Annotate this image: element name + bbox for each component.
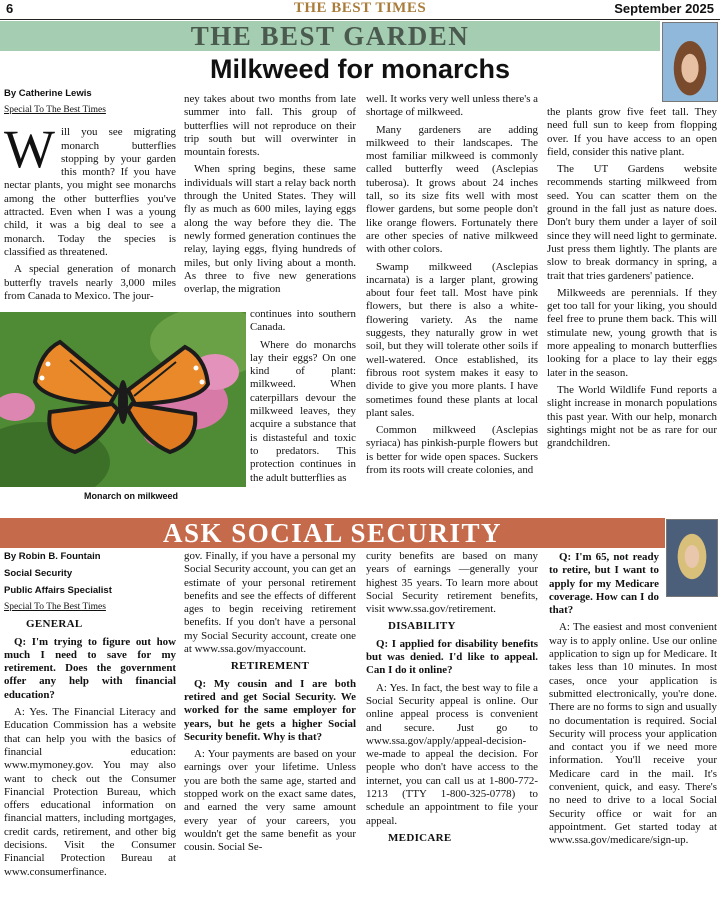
social-byline: Social Security bbox=[4, 568, 73, 579]
question-general: Q: I'm trying to figure out how much I need to save for my retirement. Does the government offer any help with financial education? bbox=[4, 635, 176, 701]
garden-column-4 bbox=[547, 106, 717, 454]
garden-column-3 bbox=[366, 93, 538, 481]
garden-special-credit: Special To The Best Times bbox=[4, 105, 106, 115]
garden-paragraph: ney takes about two months from late summer into fall. This group of butterflies will not reproduce on their trip south but will overwinter in mountain forests. bbox=[184, 93, 356, 159]
garden-paragraph: Milkweeds are perennials. If they get too tall for your liking, you should feel free to prune them back. This will stimulate new, young growth that is more appealing to monarch butterflies looking for a place to lay their eggs later in the season. bbox=[547, 286, 717, 379]
social-byline: By Robin B. Fountain bbox=[4, 551, 101, 562]
answer-retirement-continued: curity benefits are based on many years of earnings —generally your highest 35 years. To learn more about Social Security retirement benefits, visit www.ssa.gov/retirement. bbox=[366, 550, 538, 616]
garden-column-2-bottom bbox=[250, 308, 356, 489]
monarch-butterfly-illustration bbox=[0, 312, 246, 487]
social-column-3 bbox=[366, 550, 538, 849]
garden-section-band: THE BEST GARDEN bbox=[0, 21, 660, 51]
garden-paragraph: well. It works very well unless there's a shortage of milkweed. bbox=[366, 93, 538, 119]
page-folio bbox=[0, 0, 720, 20]
heading-medicare: MEDICARE bbox=[388, 831, 452, 844]
social-column-1 bbox=[4, 550, 176, 883]
answer-general-continued: gov. Finally, if you have a personal my Social Security account, you can get an estimate of your personal retirement benefits and see the effects of different ages to begin receiving retirement benefits. If you don't have a personal my Social Security account, create one at www.ssa.gov/myaccount. bbox=[184, 550, 356, 656]
garden-paragraph: Many gardeners are adding milkweed to their landscapes. The most familiar milkweed is commonly called butterfly weed (Asclepias tuberosa). It grows about 24 inches tall, so its size fits well with most flower gardens, but some people don't like orange flowers. Fortunately there are other species of native milkweed with other colors. bbox=[366, 123, 538, 256]
heading-general: GENERAL bbox=[26, 618, 83, 631]
garden-paragraph: Swamp milkweed (Asclepias incarnata) is a larger plant, growing about four feet tall. Most have pink flowers, but there is also a white-flowering variety. As the name suggests, they naturally grow in wet soil, but they will tolerate other soils if well-watered. Once established, its fibrous root system makes it easy to divide to give you more plants. I have sometimes found these plants at local plant sales. bbox=[366, 260, 538, 419]
garden-paragraph: A special generation of monarch butterfly travels nearly 3,000 miles from Canada to Mexico. The jour- bbox=[4, 263, 176, 302]
answer-retirement: A: Your payments are based on your earnings over your lifetime. Unless you are both the same age, started and stopped work on the exact same dates, and earned the very same amount every year of your careers, you wouldn't get the same benefit as your cousin. Social Se- bbox=[184, 748, 356, 854]
issue-date: September 2025 bbox=[614, 1, 714, 16]
photo-caption: Monarch on milkweed bbox=[84, 491, 179, 501]
answer-medicare: A: The easiest and most convenient way is to apply online. Use our online application to sign up for Medicare. It takes less than 10 minutes. In most cases, once your application is submitted electronically, you're done. There are no forms to sign and usually no documentation is required. Social Security will process your application and contact you if we need more information. You'll receive your Medicare card in the mail. It's convenient, quick, and easy. There's no need to drive to a local Social Security office or wait for an appointment. Get started today at www.ssa.gov/medicare/sign-up. bbox=[549, 621, 717, 847]
heading-disability: DISABILITY bbox=[388, 620, 456, 633]
garden-paragraph: The World Wildlife Fund reports a slight increase in monarch populations this past year. With our help, monarch sightings might not be as rare for our grandchildren. bbox=[547, 383, 717, 450]
page-number: 6 bbox=[6, 1, 14, 16]
answer-disability: A: Yes. In fact, the best way to file a Social Security appeal is online. Our online appeal process is convenient and secure. Just go to www.ssa.gov/apply/appeal-decision-we-made to appeal the decision. For people who don't have access to the internet, you can call us at 1-800-772-1213 (TTY 1-800-325-0778) to schedule an appointment to file your appeal. bbox=[366, 681, 538, 827]
garden-byline: By Catherine Lewis bbox=[4, 88, 92, 99]
monarch-photo bbox=[0, 312, 246, 487]
garden-paragraph: Common milkweed (Asclepias syriaca) has pinkish-purple flowers but is better for wide open spaces. Suckers from its roots will create colonies, and bbox=[366, 424, 538, 477]
question-disability: Q: I applied for disability benefits but was denied. I'd like to appeal. Can I do it online? bbox=[366, 637, 538, 677]
social-security-section-band: ASK SOCIAL SECURITY bbox=[0, 518, 665, 548]
garden-column-1 bbox=[4, 87, 176, 307]
garden-paragraph: The UT Gardens website recommends starting milkweed from seed. You can scatter them on the ground in the fall just as nature does. Don't bury them under a layer of soil since they will need light to germinate. Just press them lightly. The plants are slow to break dormancy in spring, a trait that tries gardeners' patience. bbox=[547, 163, 717, 282]
social-special-credit: Special To The Best Times bbox=[4, 602, 106, 612]
garden-paragraph: Where do monarchs lay their eggs? On one kind of plant: milkweed. When caterpillars devour the milkweed leaves, they acquire a substance that is distasteful and toxic to predators. This protection continues in the adult butterflies as bbox=[250, 338, 356, 484]
garden-column-2-top bbox=[184, 93, 356, 300]
heading-retirement: RETIREMENT bbox=[230, 660, 310, 673]
answer-general: A: Yes. The Financial Literacy and Education Commission has a website that can help you with the basics of financial education: www.mymoney.gov. You may also want to check out the Consumer Financial Protection Bureau, which offers educational information on financial matters, including mortgages, credit cards, retirement, and other big decisions. Visit the Consumer Financial Protection Bureau at www.consumerfinance. bbox=[4, 706, 176, 878]
garden-paragraph: W ill you see migrating monarch butterflies stopping by your garden this month? If you have nectar plants, you might see monarchs among the other butterflies you've attracted. Even when I was a young child, it was a big deal to see a monarch. Today the species is classified as threatened. bbox=[4, 119, 176, 258]
garden-paragraph: continues into southern Canada. bbox=[250, 308, 356, 334]
social-column-4 bbox=[549, 551, 717, 852]
question-retirement: Q: My cousin and I are both retired and get Social Security. We worked for the same employer for years, but he gets a higher Social Security benefit. Why is that? bbox=[184, 677, 356, 743]
garden-paragraph: the plants grow five feet tall. They need full sun to keep from flopping over. If you have access to an open field, consider this native plant. bbox=[547, 106, 717, 158]
paper-name: THE BEST TIMES bbox=[293, 0, 427, 16]
social-column-2 bbox=[184, 550, 356, 859]
social-byline: Public Affairs Specialist bbox=[4, 585, 112, 596]
question-medicare: Q: I'm 65, not ready to retire, but I want to apply for my Medicare coverage. How can I do that? bbox=[549, 551, 659, 617]
garden-paragraph: When spring begins, these same individuals will start a relay back north through the United States. They will fly as much as 600 miles, laying eggs along the way before they die. The newly formed generation continues the relay, laying eggs, flying hundreds of miles, but only living about a month. As three to five new generations overlap, the migration bbox=[184, 163, 356, 296]
drop-cap: W bbox=[4, 119, 55, 180]
garden-headline: Milkweed for monarchs bbox=[209, 54, 511, 84]
